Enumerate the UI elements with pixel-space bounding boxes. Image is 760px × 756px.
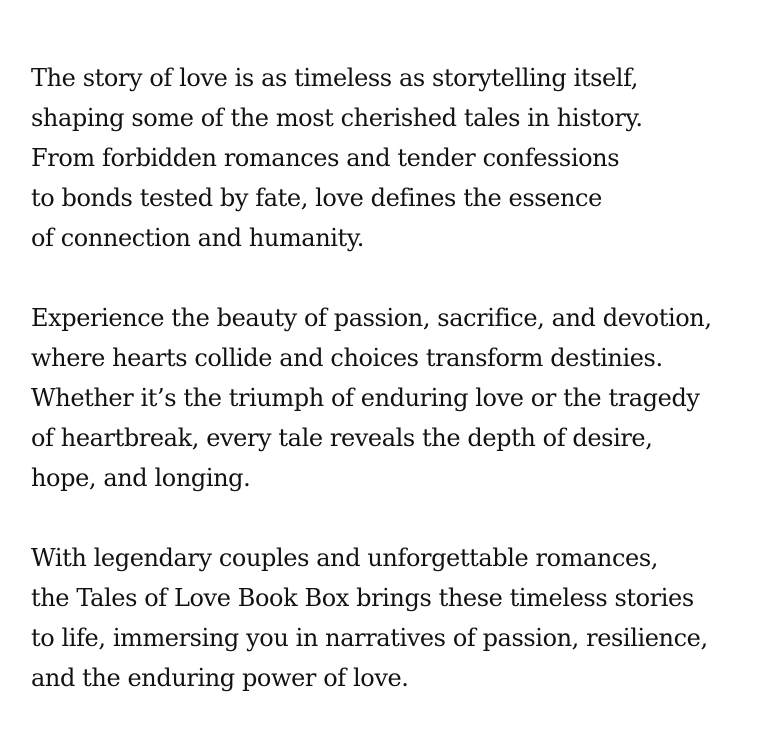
text-line: Whether it’s the triumph of enduring love or the tragedy bbox=[31, 384, 700, 412]
text-line: The story of love is as timeless as storytelling itself, bbox=[31, 64, 638, 92]
text-line: of heartbreak, every tale reveals the depth of desire, bbox=[31, 424, 653, 452]
paragraph-experience bbox=[31, 298, 751, 498]
text-line: From forbidden romances and tender confessions bbox=[31, 144, 620, 172]
text-line: Experience the beauty of passion, sacrifice, and devotion, bbox=[31, 304, 712, 332]
paragraph-intro bbox=[31, 58, 751, 258]
text-line: shaping some of the most cherished tales in history. bbox=[31, 104, 643, 132]
text-line: to bonds tested by fate, love defines the essence bbox=[31, 184, 602, 212]
text-line: where hearts collide and choices transform destinies. bbox=[31, 344, 663, 372]
text-line: to life, immersing you in narratives of passion, resilience, bbox=[31, 624, 708, 652]
text-body bbox=[31, 58, 751, 698]
paragraph-book-box bbox=[31, 538, 751, 698]
text-line: and the enduring power of love. bbox=[31, 664, 409, 692]
text-line: With legendary couples and unforgettable romances, bbox=[31, 544, 658, 572]
text-line: the Tales of Love Book Box brings these timeless stories bbox=[31, 584, 694, 612]
text-line: hope, and longing. bbox=[31, 464, 251, 492]
text-line: of connection and humanity. bbox=[31, 224, 364, 252]
